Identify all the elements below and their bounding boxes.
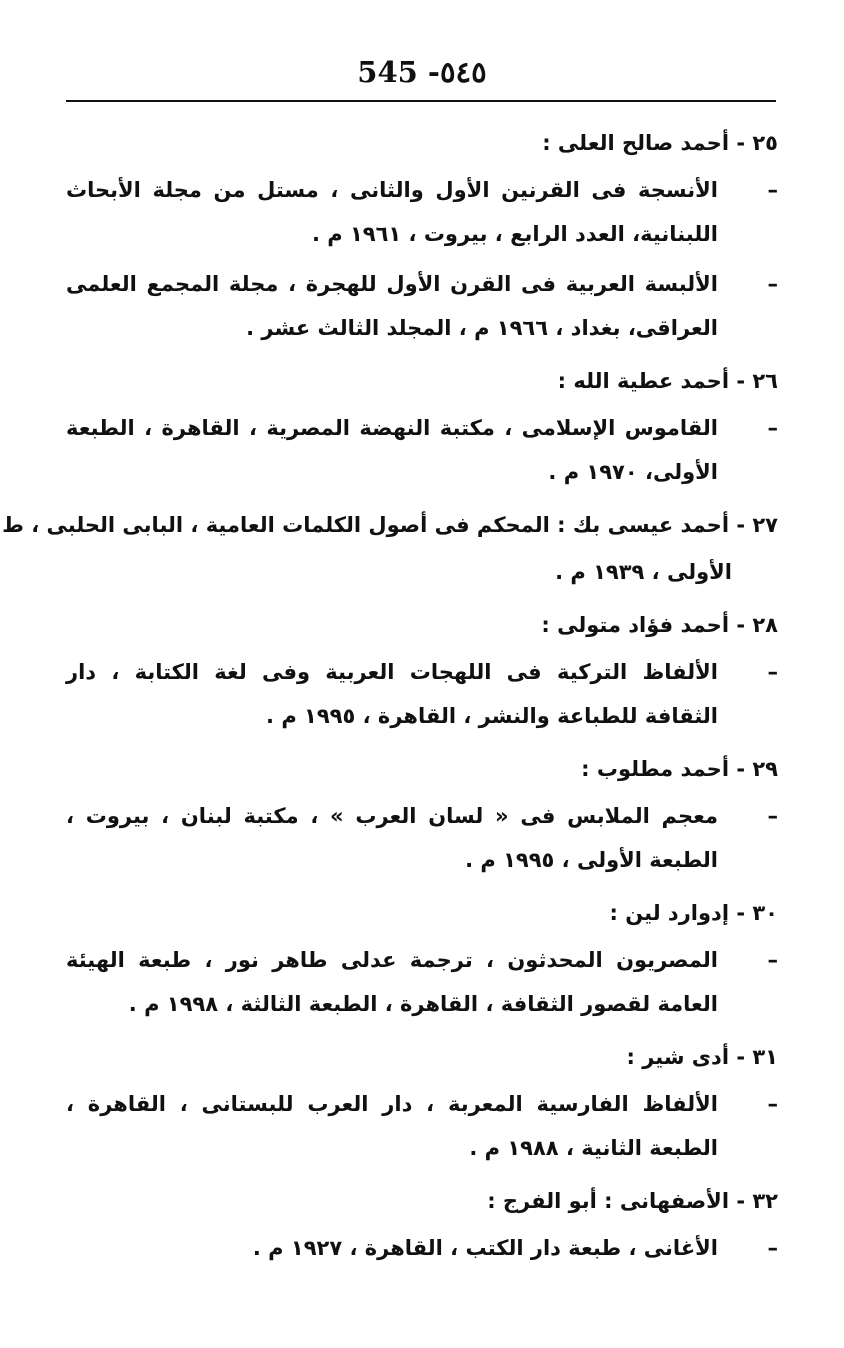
work-item — [66, 406, 778, 494]
dash-bullet: – — [767, 660, 778, 684]
dash-bullet: – — [767, 416, 778, 440]
dash-bullet: – — [767, 948, 778, 972]
work-text: المصريون المحدثون ، ترجمة عدلى طاهر نور ، طبعة الهيئة العامة لقصور الثقافة ، القاهرة ، الطبعة الثالثة ، ١٩٩٨ م . — [66, 948, 718, 1016]
dash-bullet: – — [767, 272, 778, 296]
entry-author: ٢٩ - أحمد مطلوب : — [581, 757, 778, 781]
page-number: 545 -٥٤٥ — [357, 55, 487, 89]
dash-bullet: – — [767, 1236, 778, 1260]
work-item — [66, 1082, 778, 1170]
work-item — [66, 938, 778, 1026]
entry-author: ٣٠ - إدوارد لين : — [609, 901, 778, 925]
work-item — [66, 168, 778, 256]
work-item — [66, 794, 778, 882]
entry-author: ٢٧ - أحمد عيسى بك : المحكم فى أصول الكلمات العامية ، البابى الحلبى ، ط — [2, 513, 778, 537]
entry-continuation — [66, 550, 778, 594]
entry-author: ٣١ - أدى شير : — [626, 1045, 778, 1069]
entry-author: ٢٨ - أحمد فؤاد متولى : — [541, 613, 778, 637]
entry-author: ٢٦ - أحمد عطية الله : — [557, 369, 778, 393]
work-text: الألبسة العربية فى القرن الأول للهجرة ، مجلة المجمع العلمى العراقى، بغداد ، ١٩٦٦ م ، المجلد الثالث عشر . — [66, 272, 718, 340]
work-item — [66, 1226, 778, 1270]
continuation-text: الأولى ، ١٩٣٩ م . — [555, 560, 732, 584]
work-text: الأنسجة فى القرنين الأول والثانى ، مستل من مجلة الأبحاث اللبنانية، العدد الرابع ، بيروت ، ١٩٦١ م . — [66, 178, 718, 246]
dash-bullet: – — [767, 178, 778, 202]
entry-author: ٢٥ - أحمد صالح العلى : — [542, 131, 778, 155]
work-text: الألفاظ الفارسية المعربة ، دار العرب للبستانى ، القاهرة ، الطبعة الثانية ، ١٩٨٨ م . — [66, 1092, 718, 1160]
dash-bullet: – — [767, 804, 778, 828]
bibliography-list — [2, 118, 778, 1276]
work-text: القاموس الإسلامى ، مكتبة النهضة المصرية ، القاهرة ، الطبعة الأولى، ١٩٧٠ م . — [66, 416, 718, 484]
work-text: الألفاظ التركية فى اللهجات العربية وفى لغة الكتابة ، دار الثقافة للطباعة والنشر ، القاهرة ، ١٩٩٥ م . — [66, 660, 718, 728]
work-item — [66, 262, 778, 350]
work-text: الأغانى ، طبعة دار الكتب ، القاهرة ، ١٩٢٧ م . — [252, 1236, 718, 1260]
work-item — [66, 650, 778, 738]
header-rule — [66, 100, 776, 102]
dash-bullet: – — [767, 1092, 778, 1116]
work-text: معجم الملابس فى « لسان العرب » ، مكتبة لبنان ، بيروت ، الطبعة الأولى ، ١٩٩٥ م . — [66, 804, 718, 872]
entry-author: ٣٢ - الأصفهانى : أبو الفرج : — [487, 1189, 778, 1213]
